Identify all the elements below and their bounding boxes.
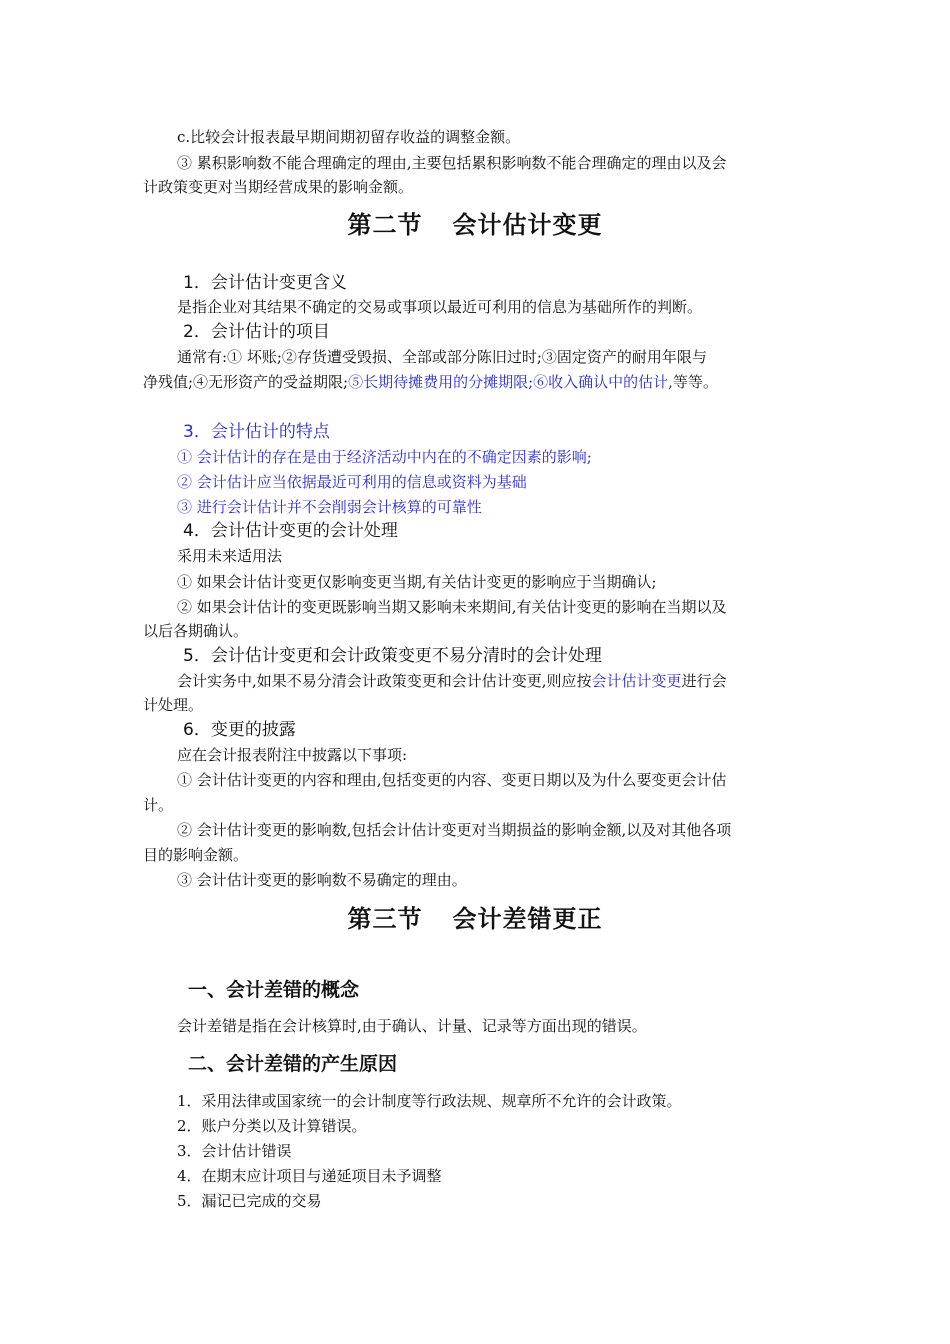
paragraph-line [177, 671, 727, 691]
subheading: 5．会计估计变更和会计政策变更不易分清时的会计处理 [183, 646, 602, 666]
subsection-heading: 二、会计差错的产生原因 [188, 1053, 398, 1075]
paragraph-line: ③ 会计估计变更的影响数不易确定的理由。 [177, 871, 467, 889]
paragraph-line: 会计差错是指在会计核算时,由于确认、计量、记录等方面出现的错误。 [177, 1017, 647, 1035]
paragraph-line: 计处理。 [143, 696, 204, 714]
section-2-number: 第二节 [347, 210, 423, 239]
paragraph-line: 是指企业对其结果不确定的交易或事项以最近可利用的信息为基础所作的判断。 [177, 298, 703, 316]
text-run: 等等。 [672, 373, 718, 391]
paragraph-line: ① 会计估计变更的内容和理由,包括变更的内容、变更日期以及为什么要变更会计估 [177, 771, 727, 789]
text-run: 会计实务中,如果不易分清会计政策变更和会计估计变更,则应按 [177, 672, 592, 690]
paragraph-line: ③ 累积影响数不能合理确定的理由,主要包括累积影响数不能合理确定的理由以及会 [177, 154, 727, 172]
section-3-number: 第三节 [347, 904, 423, 933]
list-item: 5．漏记已完成的交易 [177, 1192, 322, 1210]
list-item: 3．会计估计错误 [177, 1142, 292, 1160]
section-2-heading: 会计估计变更 [452, 210, 603, 239]
highlight-text: ⑤长期待摊费用的分摊期限;⑥收入确认中的估计, [348, 373, 673, 391]
list-item: 1．采用法律或国家统一的会计制度等行政法规、规章所不允许的会计政策。 [177, 1092, 682, 1110]
text-run: 进行会 [681, 672, 727, 690]
text-run: 净残值;④无形资产的受益期限; [143, 373, 349, 391]
subsection-heading: 一、会计差错的概念 [188, 979, 360, 1001]
highlight-text: 会计估计变更 [591, 672, 682, 690]
paragraph-line [143, 372, 718, 392]
subheading-highlight: 3．会计估计的特点 [183, 422, 330, 442]
feature-line: ③ 进行会计估计并不会削弱会计核算的可靠性 [177, 498, 482, 516]
feature-line: ① 会计估计的存在是由于经济活动中内在的不确定因素的影响; [177, 448, 592, 466]
paragraph-line: ① 如果会计估计变更仅影响变更当期,有关估计变更的影响应于当期确认; [177, 573, 657, 591]
paragraph-line: 采用未来适用法 [177, 547, 283, 565]
paragraph-line: 通常有:① 坏账;②存货遭受毁损、全部或部分陈旧过时;③固定资产的耐用年限与 [177, 348, 707, 366]
list-item: 4．在期末应计项目与递延项目未予调整 [177, 1167, 442, 1185]
paragraph-line: ② 会计估计变更的影响数,包括会计估计变更对当期损益的影响金额,以及对其他各项 [177, 821, 732, 839]
list-item: 2．账户分类以及计算错误。 [177, 1117, 367, 1135]
subheading: 4．会计估计变更的会计处理 [183, 521, 398, 541]
subheading: 1．会计估计变更含义 [183, 273, 347, 293]
paragraph-line: ② 如果会计估计的变更既影响当期又影响未来期间,有关估计变更的影响在当期以及 [177, 598, 727, 616]
paragraph-line: 应在会计报表附注中披露以下事项: [177, 746, 408, 764]
subheading: 2．会计估计的项目 [183, 322, 330, 342]
paragraph-line: c.比较会计报表最早期间期初留存收益的调整金额。 [177, 128, 521, 146]
paragraph-line: 目的影响金额。 [143, 846, 249, 864]
paragraph-line: 计。 [143, 796, 174, 814]
paragraph-line: 以后各期确认。 [143, 622, 249, 640]
section-3-title [0, 904, 950, 934]
section-3-heading: 会计差错更正 [452, 904, 603, 933]
section-2-title [0, 210, 950, 240]
subheading: 6．变更的披露 [183, 720, 296, 740]
feature-line: ② 会计估计应当依据最近可利用的信息或资料为基础 [177, 473, 527, 491]
paragraph-line: 计政策变更对当期经营成果的影响金额。 [143, 178, 414, 196]
